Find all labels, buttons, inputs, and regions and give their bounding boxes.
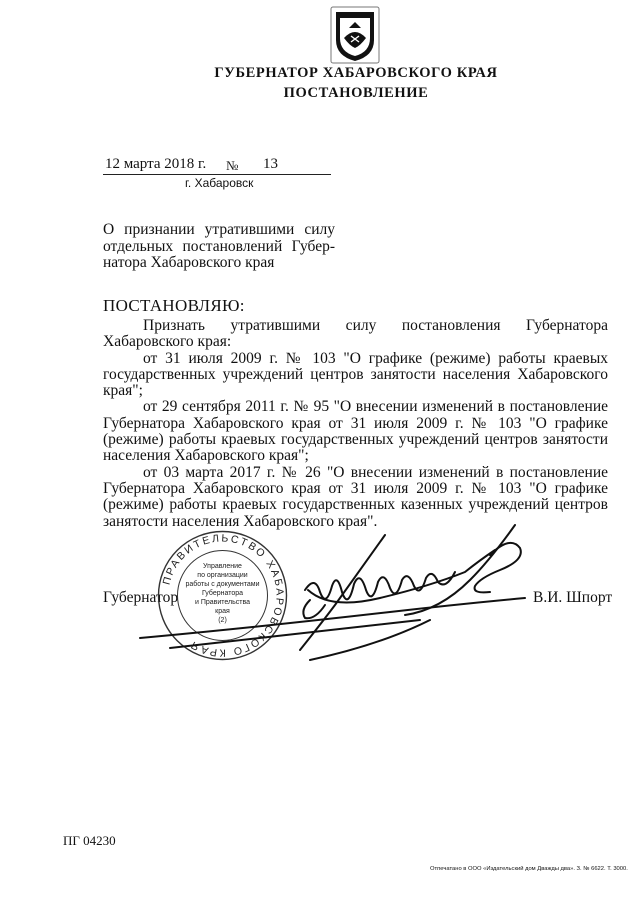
body-paragraph: от 03 марта 2017 г. № 26 "О внесении изменений в постановление Губернатора Хабаровского края от 31 июля 2009 г. № 103 "О графике (режиме) работы краевых государственных казенных учреждений центров занятости населения Хабаровского края".: [103, 463, 608, 530]
document-body: [103, 318, 608, 530]
handwritten-signature: [130, 520, 530, 670]
stamp-ring-text: ПРАВИТЕЛЬСТВО ХАБАРОВСКОГО КРАЯ: [160, 532, 286, 659]
decree-word: ПОСТАНОВЛЯЮ:: [103, 296, 245, 315]
stamp-line: Губернатора: [201, 590, 244, 597]
coat-of-arms-emblem: [330, 6, 380, 64]
document-number: 13: [263, 156, 278, 172]
signatory-title: Губернатор: [103, 589, 179, 606]
printer-imprint: Отпечатано в ООО «Издательский дом Дважды два». З. № 6622. Т. 3000.: [430, 866, 628, 872]
date-number-line: [103, 154, 331, 175]
signatory-name: В.И. Шпорт: [533, 589, 613, 606]
stamp-line: работы с документами: [185, 581, 260, 588]
body-paragraph: от 29 сентября 2011 г. № 95 "О внесении изменений в постановление Губернатора Хабаровского края от 31 июля 2009 г. № 103 "О графике (режиме) работы краевых государственных учреждений центров занятости населения Хабаровского края";: [103, 398, 608, 465]
stamp-line: (2): [218, 617, 227, 624]
document-date: 12 марта 2018 г.: [105, 156, 207, 172]
page-title: ГУБЕРНАТОР ХАБАРОВСКОГО КРАЯ: [214, 65, 498, 81]
form-code: ПГ 04230: [63, 833, 116, 848]
body-paragraph: Признать утратившими силу постановления Губернатора Хабаровского края:: [103, 317, 608, 351]
stamp-line: и Правительства: [194, 599, 251, 606]
document-type: ПОСТАНОВЛЕНИЕ: [283, 85, 429, 101]
city: г. Хабаровск: [185, 176, 254, 190]
stamp-line: по организации: [197, 572, 248, 579]
stamp-line: края: [215, 608, 230, 615]
stamp-line: Управление: [203, 563, 242, 570]
number-label: №: [226, 158, 239, 173]
document-subject: О признании утратившими силу отдельных постановлений Губер-натора Хабаровского края: [103, 221, 335, 271]
body-paragraph: от 31 июля 2009 г. № 103 "О графике (режиме) работы краевых государственных учреждений центров занятости населения Хабаровского края";: [103, 349, 608, 400]
